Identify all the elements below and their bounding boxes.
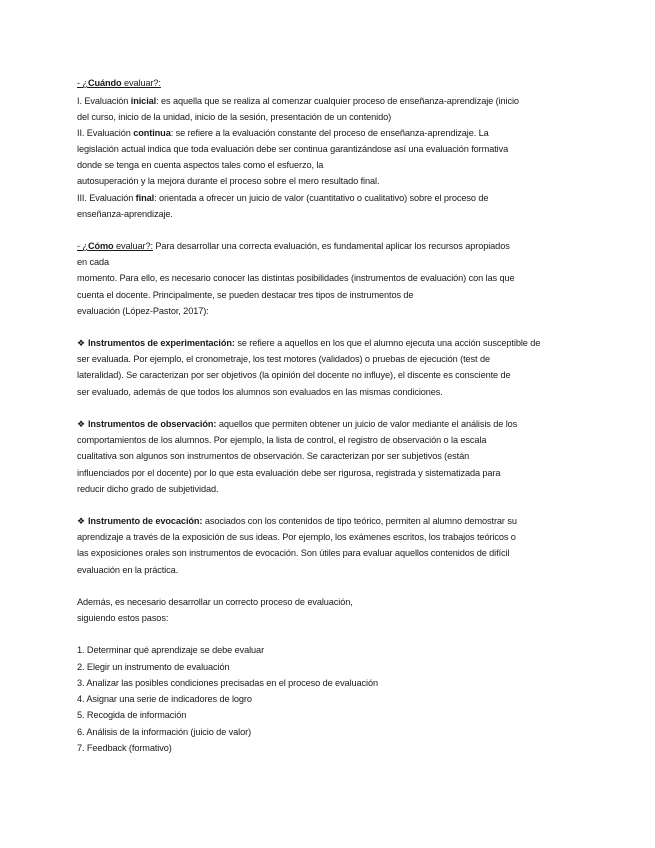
paragraph-line: reducir dicho grado de subjetividad. — [77, 484, 219, 494]
heading-rest: evaluar?: — [121, 78, 161, 88]
bullet-title: Instrumentos de observación: — [87, 419, 217, 429]
initial-eval-line — [77, 95, 519, 107]
paragraph-line: ser evaluada. Por ejemplo, el cronometraje, los test motores (validados) o pruebas de ejecución (test de — [77, 354, 490, 364]
step-item: 5. Recogida de información — [77, 710, 187, 720]
text-run: asociados con los contenidos de tipo teórico, permiten al alumno demostrar su — [202, 516, 517, 526]
text-run: II. Evaluación — [77, 128, 134, 138]
bullet-experimentation — [77, 337, 540, 349]
paragraph-line: del curso, inicio de la unidad, inicio de la sesión, presentación de un contenido) — [77, 112, 392, 122]
final-eval-line — [77, 192, 488, 204]
bold-term: inicial — [130, 96, 157, 106]
how-heading — [77, 240, 510, 252]
heading-rest: evaluar?: — [113, 241, 153, 251]
paragraph-line: en cada — [77, 257, 109, 267]
bullet-observation — [77, 418, 517, 430]
step-item: 4. Asignar una serie de indicadores de logro — [77, 694, 252, 704]
paragraph-line: enseñanza-aprendizaje. — [77, 209, 173, 219]
step-item: 6. Análisis de la información (juicio de valor) — [77, 727, 252, 737]
bullet-evocation — [77, 515, 517, 527]
paragraph-line: cualitativa son algunos son instrumentos de observación. Se caracterizan por ser subjetivos (están — [77, 451, 470, 461]
step-item: 3. Analizar las posibles condiciones precisadas en el proceso de evaluación — [77, 678, 378, 688]
diamond-bullet-icon: ❖ — [77, 516, 85, 526]
diamond-bullet-icon: ❖ — [77, 338, 85, 348]
step-item: 1. Determinar qué aprendizaje se debe evaluar — [77, 645, 265, 655]
text-run: : orientada a ofrecer un juicio de valor (cuantitativo o cualitativo) sobre el proceso de — [154, 193, 489, 203]
paragraph-line: cuenta el docente. Principalmente, se pueden destacar tres tipos de instrumentos de — [77, 290, 414, 300]
paragraph-line: las exposiciones orales son instrumentos de evocación. Son útiles para evaluar aquellos contenidos de difícil — [77, 548, 510, 558]
heading-prefix: - ¿ — [77, 78, 88, 88]
paragraph-line: evaluación (López-Pastor, 2017): — [77, 306, 209, 316]
bold-term: final — [135, 193, 155, 203]
text-run: aquellos que permiten obtener un juicio de valor mediante el análisis de los — [216, 419, 518, 429]
paragraph-line: lateralidad). Se caracterizan por ser objetivos (la opinión del docente no influye), el discente es consciente de — [77, 370, 511, 380]
paragraph-line: ser evaluado, además de que todos los alumnos son evaluados en las mismas condiciones. — [77, 387, 443, 397]
bold-term: continua — [133, 128, 171, 138]
continuous-eval-line — [77, 127, 489, 139]
text-run: Para desarrollar una correcta evaluación, es fundamental aplicar los recursos apropiados — [152, 241, 510, 251]
bullet-title: Instrumento de evocación: — [87, 516, 203, 526]
paragraph-line: autosuperación y la mejora durante el proceso sobre el mero resultado final. — [77, 176, 380, 186]
diamond-bullet-icon: ❖ — [77, 419, 85, 429]
paragraph-line: influenciados por el docente) por lo que esta evaluación debe ser rigurosa, registrada y sistematizada para — [77, 468, 501, 478]
paragraph-line: siguiendo estos pasos: — [77, 613, 169, 623]
step-item: 2. Elegir un instrumento de evaluación — [77, 662, 230, 672]
heading-prefix: - ¿ — [77, 241, 88, 251]
heading-keyword: Cuándo — [87, 78, 122, 88]
paragraph-line: comportamientos de los alumnos. Por ejemplo, la lista de control, el registro de observación o la escala — [77, 435, 487, 445]
text-run: I. Evaluación — [77, 96, 131, 106]
text-run: se refiere a aquellos en los que el alumno ejecuta una acción susceptible de — [234, 338, 541, 348]
paragraph-line: Además, es necesario desarrollar un correcto proceso de evaluación, — [77, 597, 353, 607]
paragraph-line: donde se tenga en cuenta aspectos tales como el esfuerzo, la — [77, 160, 324, 170]
bullet-title: Instrumentos de experimentación: — [87, 338, 235, 348]
heading-keyword: Cómo — [87, 241, 114, 251]
step-item: 7. Feedback (formativo) — [77, 743, 172, 753]
paragraph-line: evaluación en la práctica. — [77, 565, 179, 575]
paragraph-line: momento. Para ello, es necesario conocer las distintas posibilidades (instrumentos de evaluación) con las que — [77, 273, 515, 283]
paragraph-line: aprendizaje a través de la exposición de sus ideas. Por ejemplo, los exámenes escritos, los trabajos teóricos o — [77, 532, 516, 542]
text-run: III. Evaluación — [77, 193, 136, 203]
text-run: : es aquella que se realiza al comenzar cualquier proceso de enseñanza-aprendizaje (inicio — [156, 96, 519, 106]
when-heading — [77, 77, 161, 89]
paragraph-line: legislación actual indica que toda evaluación debe ser continua garantizándose así una evaluación formativa — [77, 144, 509, 154]
text-run: : se refiere a la evaluación constante del proceso de enseñanza-aprendizaje. La — [170, 128, 489, 138]
